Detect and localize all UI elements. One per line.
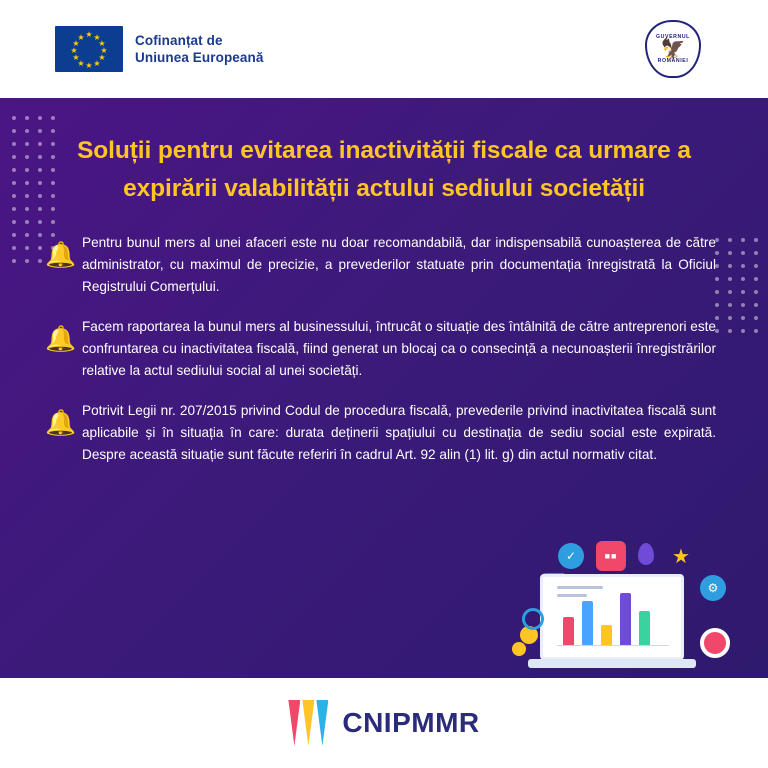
laptop-base bbox=[528, 659, 696, 668]
eu-logo-line1: Cofinanțat de bbox=[135, 33, 223, 48]
chart-bar bbox=[639, 611, 650, 645]
footer-band bbox=[0, 678, 768, 768]
list-item bbox=[40, 398, 716, 466]
eu-logo-line2: Uniunea Europeană bbox=[135, 50, 264, 65]
list-item-text: Pentru bunul mers al unei afaceri este nu doar recomandabilă, dar indispensabilă cunoașterea de către administrator, cu maximul de precizie, a prevederilor statuate prin documentația înregistrată la Oficiul Registrului Comerțului. bbox=[82, 235, 716, 294]
location-pin-icon bbox=[638, 543, 654, 565]
header-band bbox=[0, 0, 768, 98]
main-panel bbox=[0, 98, 768, 678]
bell-icon: 🔔 bbox=[45, 409, 77, 437]
screen-line bbox=[557, 586, 603, 589]
magnifier-icon bbox=[522, 608, 544, 630]
check-circle-icon: ✓ bbox=[558, 543, 584, 569]
eu-flag-icon: ★ ★ ★ ★ ★ ★ ★ ★ ★ ★ ★ ★ bbox=[55, 26, 123, 72]
chart-bar bbox=[563, 617, 574, 645]
cnipmmr-logo-icon bbox=[288, 700, 332, 746]
coins-icon bbox=[512, 642, 526, 656]
cnipmmr-logo-text: CNIPMMR bbox=[342, 707, 480, 738]
illustration bbox=[510, 539, 740, 674]
gear-icon: ⚙ bbox=[700, 575, 726, 601]
list-item-text: Potrivit Legii nr. 207/2015 privind Codul de procedura fiscală, prevederile privind inactivitatea fiscală sunt aplicabile și în situația în care: durata deținerii spațiului cu destinația de sediu social este expirată. Despre această situație sunt făcute referiri în cadrul Art. 92 alin (1) lit. g) din actul normativ citat. bbox=[82, 403, 716, 462]
gov-logo-line1: GUVERNUL bbox=[656, 34, 690, 40]
bullet-list bbox=[40, 230, 716, 466]
chart-bar bbox=[601, 625, 612, 645]
eu-cofinancing-logo bbox=[55, 26, 263, 72]
bell-icon: 🔔 bbox=[45, 325, 77, 353]
list-item bbox=[40, 314, 716, 382]
decorative-dots-right bbox=[715, 238, 758, 333]
star-icon: ★ bbox=[672, 545, 690, 568]
eagle-icon: 🦅 bbox=[660, 38, 686, 60]
chart-axis bbox=[557, 645, 669, 646]
bell-icon: 🔔 bbox=[45, 241, 77, 269]
list-item bbox=[40, 230, 716, 298]
romanian-crest-icon bbox=[645, 20, 701, 78]
gov-logo-line2: ROMÂNIEI bbox=[657, 58, 689, 64]
laptop-icon bbox=[540, 574, 684, 660]
government-logo bbox=[633, 18, 713, 80]
list-item-text: Facem raportarea la bunul mers al businessului, întrucât o situație des întâlnită de către antreprenori este confruntarea cu inactivitatea fiscală, fiind generat un blocaj ca o consecință a necunoașterii înregistrărilor relative la actul sediului social al unei societăți. bbox=[82, 319, 716, 378]
screen-line bbox=[557, 594, 587, 597]
chart-bar bbox=[620, 593, 631, 645]
chart-bar bbox=[582, 601, 593, 645]
eu-logo-text bbox=[135, 32, 263, 66]
calendar-icon: ■■ bbox=[596, 541, 626, 571]
target-icon bbox=[700, 628, 730, 658]
page-title: Soluții pentru evitarea inactivității fiscale ca urmare a expirării valabilității actului sediului societății bbox=[77, 137, 691, 202]
